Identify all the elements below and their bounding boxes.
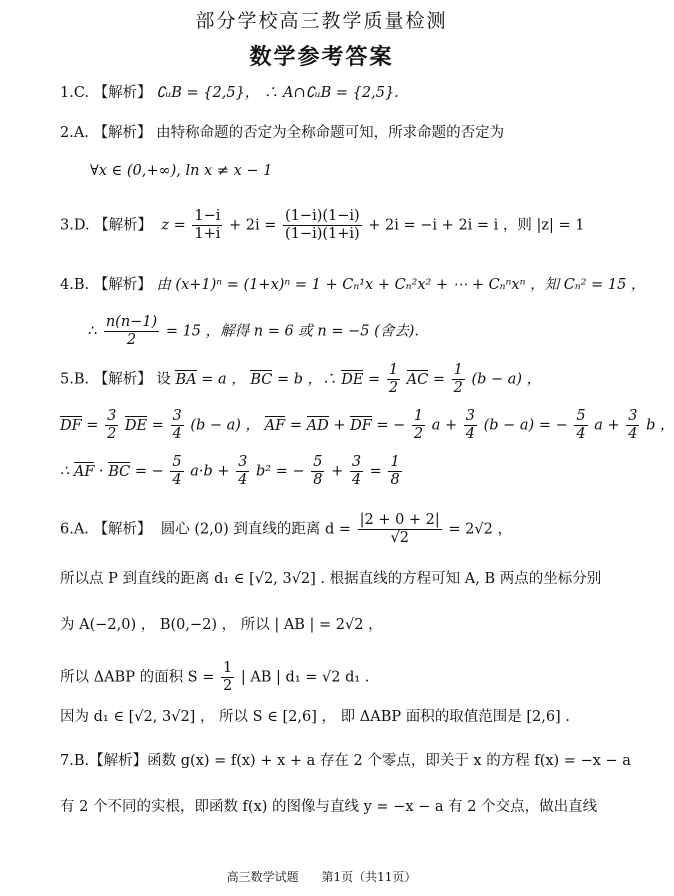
answer-4-line1: 由 (x+1)ⁿ = (1+x)ⁿ = 1 + Cₙ¹x + Cₙ²x² + ⋯ + Cₙⁿxⁿ ，知 Cₙ² = 15 ， xyxy=(156,277,646,293)
analysis-tag: 【解析】 xyxy=(94,217,153,234)
footer-subject: 高三数学试题 xyxy=(226,870,299,884)
answer-3: 3.D. 【解析】 z = $\frac{1-i}{1+i}$ + 2i = $\frac{(1-i)(1-i)}{(1-i)(1+i)}$ + 2i = −i + 2i = i ，则 |z| = 1 xyxy=(60,208,585,242)
answer-4 xyxy=(60,276,645,294)
answer-2 xyxy=(60,124,504,142)
answer-number: 4.B. xyxy=(60,277,90,293)
answer-1-formula: ∁ᵤB = {2,5}， ∴ A∩∁ᵤB = {2,5}. xyxy=(156,85,399,101)
answer-1 xyxy=(60,84,399,102)
z-lhs: z = xyxy=(161,217,186,234)
answer-number: 5.B. xyxy=(60,371,90,388)
answer-5-line3: ∴ AF · BC = − $\frac{5}{4}$ a·b + $\frac{3}{4}$ b² = − $\frac{5}{8}$ + $\frac{3}{4}$ = $\frac{1}{8}$ xyxy=(60,454,400,488)
analysis-tag: 【解析】 xyxy=(93,125,152,141)
answer-6-line3: 为 A(−2,0) ， B(0,−2) ， 所以 | AB | = 2√2 ， xyxy=(60,617,383,633)
analysis-tag: 【解析】 xyxy=(93,277,152,293)
answer-2-formula: ∀x ∈ (0,+∞), ln x ≠ x − 1 xyxy=(90,163,273,179)
analysis-tag: 【解析】 xyxy=(93,85,152,101)
answer-7-line1: 7.B.【解析】函数 g(x) = f(x) + x + a 存在 2 个零点，即关于 x 的方程 f(x) = −x − a xyxy=(60,753,631,769)
fraction: $\frac{n(n-1)}{2}$ xyxy=(105,314,158,348)
fraction: $\frac{(1-i)(1-i)}{(1-i)(1+i)}$ xyxy=(285,208,360,242)
answer-2-text: 由特称命题的否定为全称命题可知，所求命题的否定为 xyxy=(156,125,505,141)
analysis-tag: 【解析】 xyxy=(93,521,152,538)
answer-5-line2: DF = $\frac{3}{2}$ DE = $\frac{3}{4}$ (b − a) ， AF = AD + DF = − $\frac{1}{2}$ a + $\frac{3}{4}$ (b − a) = − $\frac{5}{4}$ a + $\frac{3}{4}$ b ， xyxy=(60,408,674,442)
analysis-tag: 【解析】 xyxy=(89,753,148,769)
answer-4-line2: ∴ $\frac{n(n-1)}{2}$ = 15 ，解得 n = 6 或 n = −5 (舍去). xyxy=(88,314,420,348)
answer-6-line2: 所以点 P 到直线的距离 d₁ ∈ [√2, 3√2] . 根据直线的方程可知 A, B 两点的坐标分别 xyxy=(60,571,602,587)
fraction: $\frac{|2 + 0 + 2|}{√2}$ xyxy=(359,512,440,546)
answer-6-line1: 6.A. 【解析】 圆心 (2,0) 到直线的距离 d = $\frac{|2 + 0 + 2|}{√2}$ = 2√2 ， xyxy=(60,512,512,546)
answer-7-line2: 有 2 个不同的实根，即函数 f(x) 的图像与直线 y = −x − a 有 2 个交点，做出直线 xyxy=(60,799,598,815)
analysis-tag: 【解析】 xyxy=(93,371,152,388)
answer-5-line1: 5.B. 【解析】 设 BA = a ， BC = b ，∴ DE = $\frac{1}{2}$ AC = $\frac{1}{2}$ (b − a) ， xyxy=(60,362,542,396)
fraction: $\frac{1-i}{1+i}$ xyxy=(194,208,221,242)
answer-number: 3.D. xyxy=(60,217,90,234)
answer-6-line4: 所以 ΔABP 的面积 S = $\frac{1}{2}$ | AB | d₁ = √2 d₁ . xyxy=(60,660,370,694)
answer-6-line5: 因为 d₁ ∈ [√2, 3√2] ， 所以 S ∈ [2,6] ， 即 ΔABP 面积的取值范围是 [2,6] . xyxy=(60,709,570,725)
fraction: $\frac{1}{2}$ xyxy=(388,362,399,396)
fraction: $\frac{1}{2}$ xyxy=(453,362,463,396)
answer-number: 2.A. xyxy=(60,125,89,141)
answer-number: 1.C. xyxy=(60,85,90,101)
document-title: 数学参考答案 xyxy=(249,44,394,70)
page-footer xyxy=(0,868,643,885)
answer-number: 7.B. xyxy=(60,753,90,769)
school-title: 部分学校高三教学质量检测 xyxy=(195,10,448,32)
page-number: 第1页（共11页） xyxy=(321,870,417,884)
answer-number: 6.A. xyxy=(60,521,89,538)
